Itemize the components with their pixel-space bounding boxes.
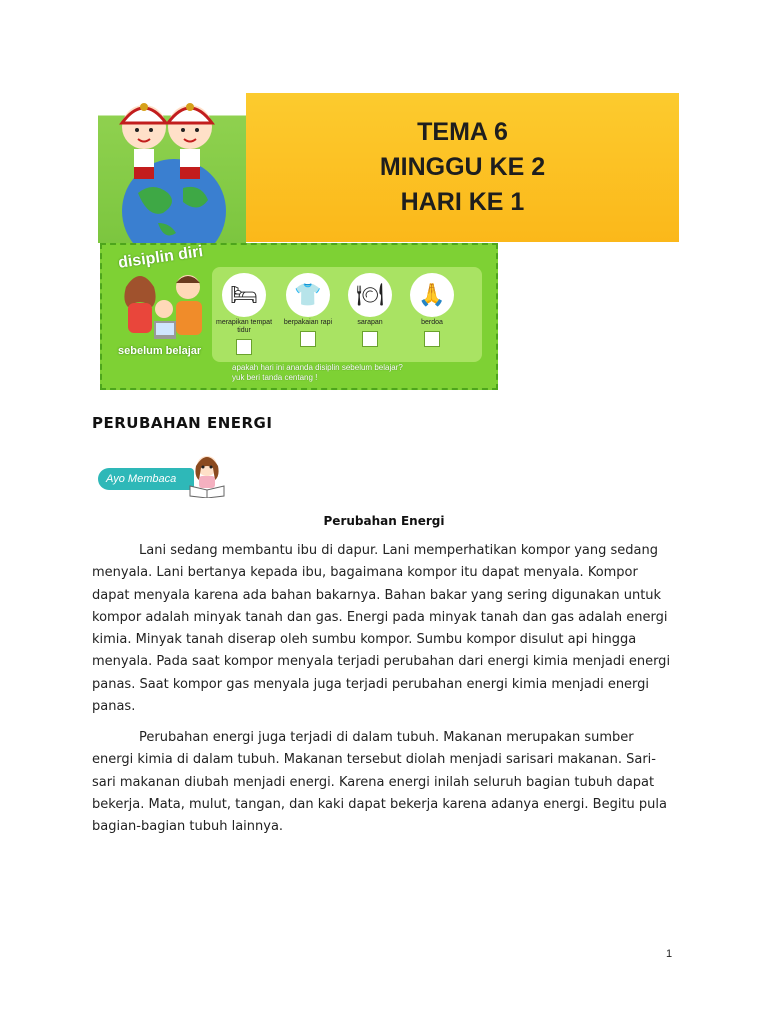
article-paragraph: Perubahan energi juga terjadi di dalam tubuh. Makanan merupakan sumber energi kimia di dalam tubuh. Makanan tersebut diolah menjadi sarisari makanan. Sari-sari makanan diubah menjadi energi. Karena energi inilah seluruh bagian tubuh dapat bekerja. Mata, mulut, tangan, dan kaki dapat bekerja karena adanya energi. Begitu pula bagian-bagian tubuh lainnya. — [92, 730, 667, 835]
activity-label: berdoa — [421, 319, 443, 326]
bed-icon: 🛏 — [222, 273, 266, 317]
header-week: MINGGU KE 2 — [379, 153, 546, 181]
banner-question-line: yuk beri tanda centang ! — [232, 373, 318, 382]
banner-title: disiplin diri — [117, 243, 205, 272]
header-theme: TEMA 6 — [417, 118, 508, 146]
article-title: Perubahan Energi — [323, 514, 445, 528]
activity-item — [402, 273, 462, 347]
banner-question-line: apakah hari ini ananda disiplin sebelum belajar? — [232, 363, 403, 372]
discipline-banner — [100, 243, 498, 390]
reading-girl-icon — [186, 452, 228, 498]
article-paragraph: Lani sedang membantu ibu di dapur. Lani memperhatikan kompor yang sedang menyala. Lani bertanya kepada ibu, bagaimana kompor itu dapat menyala. Kompor dapat menyala karena ada bahan bakarnya. Bahan bakar yang sering digunakan untuk kompor adalah minyak tanah dan gas. Energi pada minyak tanah dan gas adalah energi kimia. Minyak tanah diserap oleh sumbu kompor. Sumbu kompor disulut api hingga menyala. Pada saat kompor menyala terjadi perubahan dari energi kimia menjadi energi panas. Saat kompor gas menyala juga terjadi perubahan energi kimia menjadi energi panas. — [92, 543, 671, 715]
header-day: HARI KE 1 — [400, 188, 525, 216]
page-number: 1 — [666, 948, 673, 960]
activity-item — [278, 273, 338, 347]
header-title-box — [246, 93, 679, 242]
banner-question — [232, 363, 403, 383]
activity-label: sarapan — [357, 319, 383, 326]
header-illustration — [98, 93, 246, 243]
section-heading: PERUBAHAN ENERGI — [92, 414, 273, 432]
kids-globe-icon — [98, 93, 246, 243]
pray-icon: 🙏 — [410, 273, 454, 317]
activity-checkbox[interactable] — [362, 331, 378, 347]
activity-checkbox[interactable] — [236, 339, 252, 355]
activity-item — [214, 273, 274, 355]
ayo-membaca-badge: Ayo Membaca — [98, 468, 194, 490]
activity-label: berpakaian rapi — [283, 319, 333, 326]
activity-label: merapikan tempat tidur — [215, 319, 273, 334]
activity-item — [340, 273, 400, 347]
banner-activities-panel — [212, 267, 482, 362]
activity-checkbox[interactable] — [300, 331, 316, 347]
clothes-icon: 👕 — [286, 273, 330, 317]
family-study-icon — [116, 271, 212, 343]
banner-subtitle: sebelum belajar — [118, 345, 202, 357]
activity-checkbox[interactable] — [424, 331, 440, 347]
breakfast-icon: 🍽 — [348, 273, 392, 317]
